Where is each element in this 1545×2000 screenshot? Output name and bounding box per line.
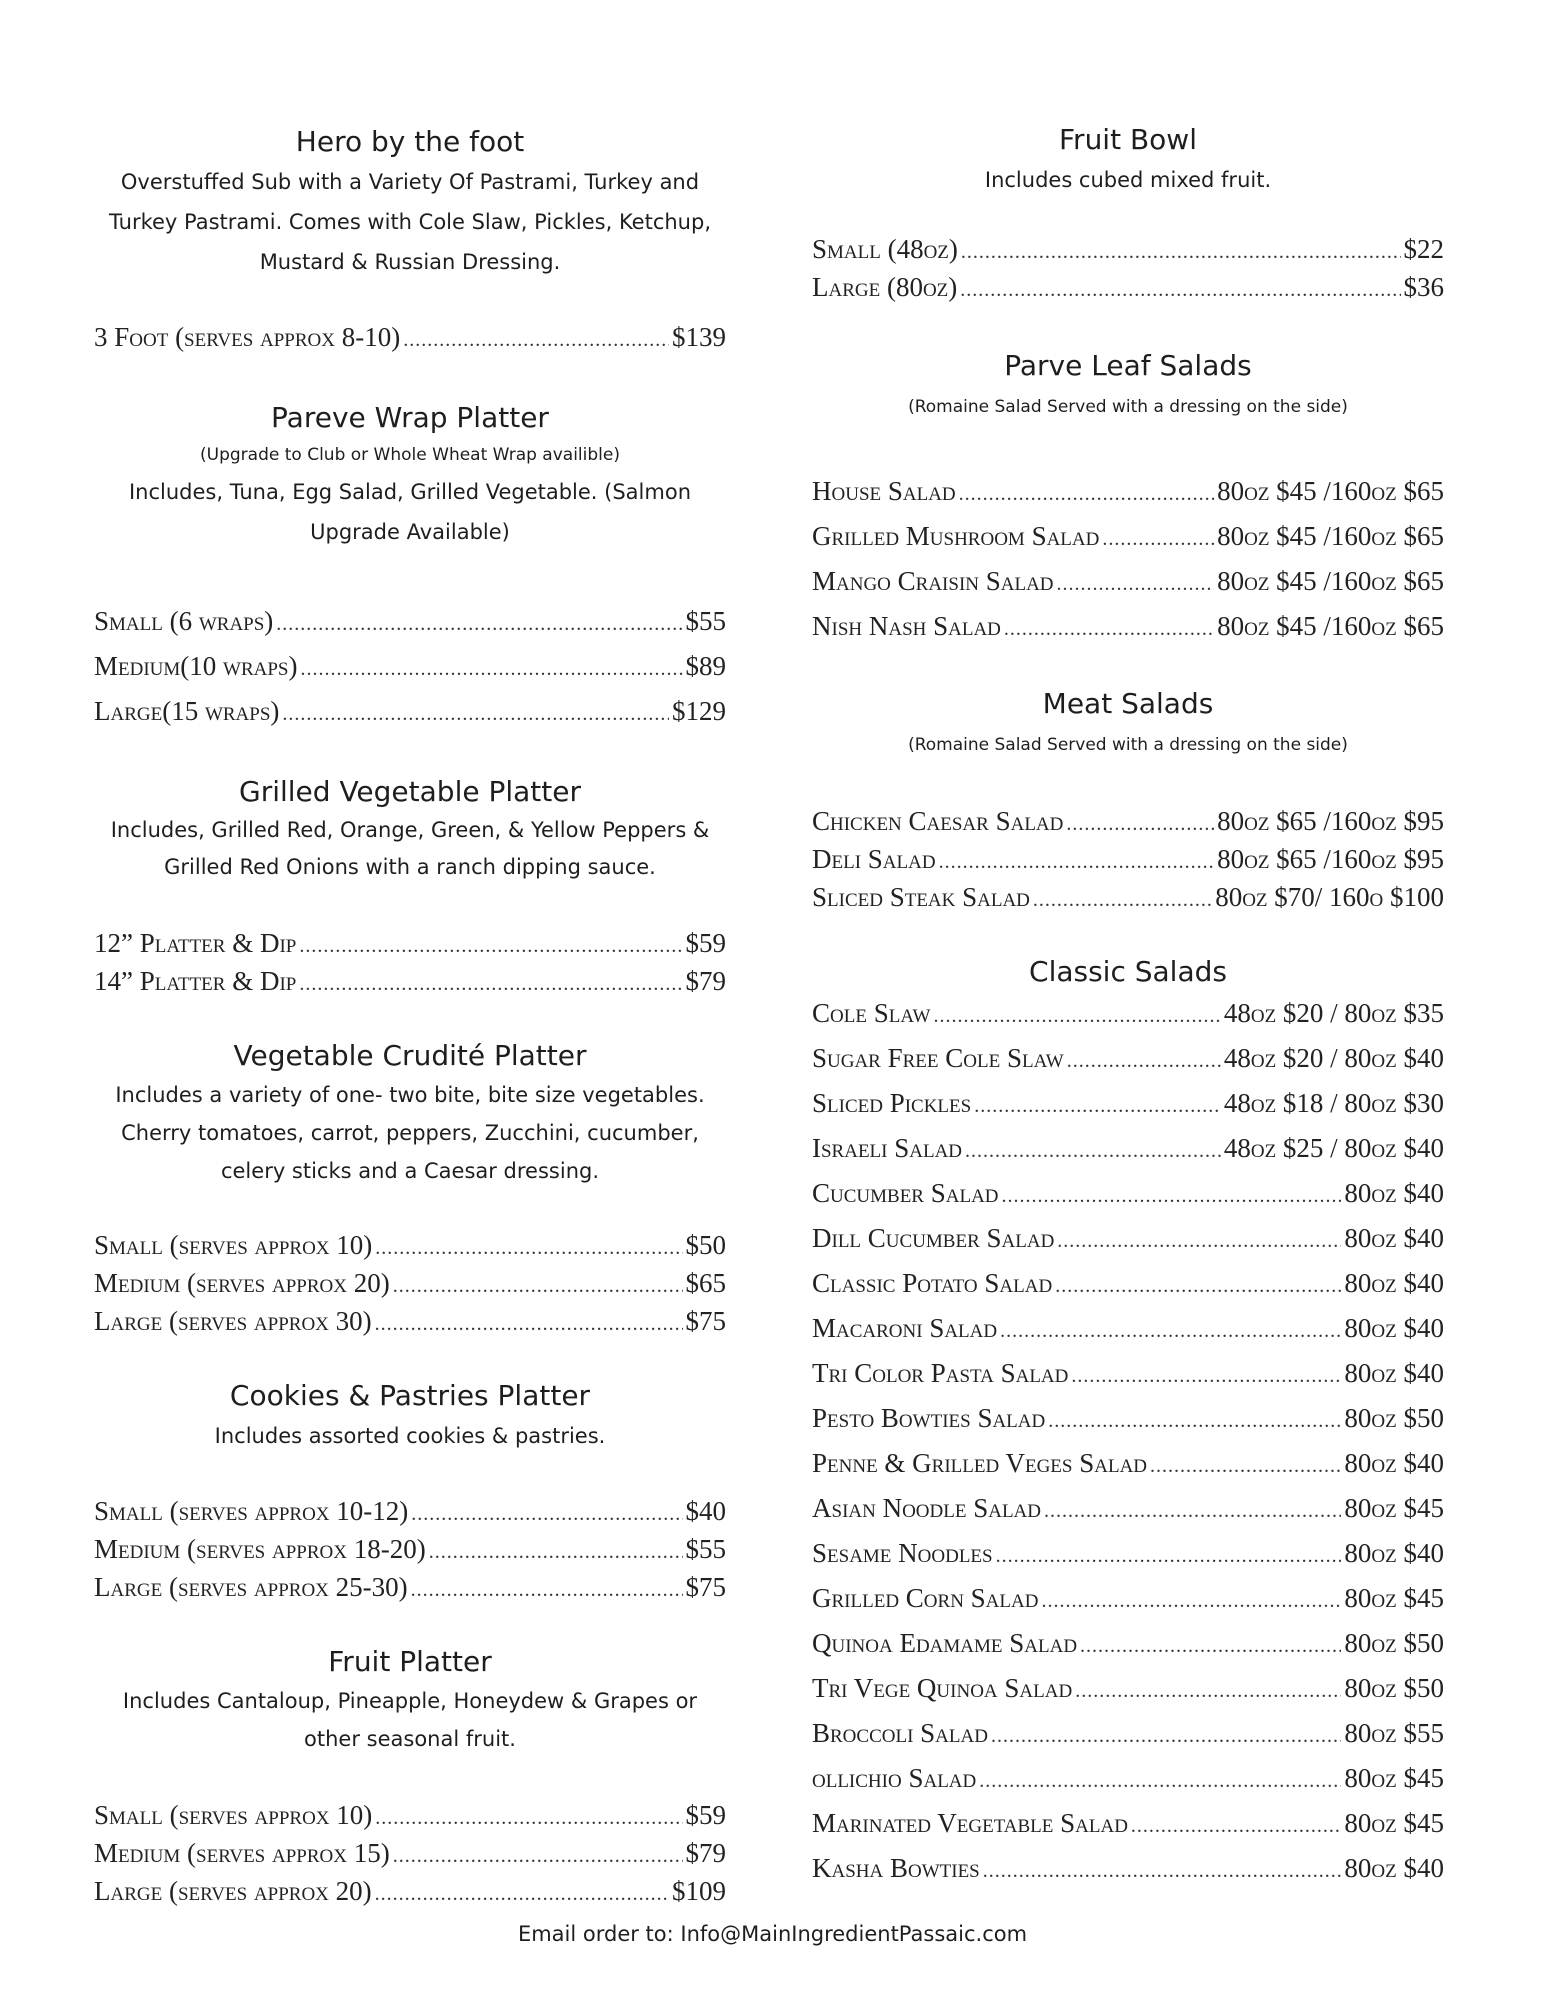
menu-item [94, 1496, 726, 1534]
dot-leader [276, 613, 682, 636]
dot-leader [429, 1541, 683, 1564]
section-title: Fruit Platter [328, 1645, 492, 1678]
item-name: Large (serves approx 30) [94, 1306, 372, 1336]
grilled-items [94, 928, 726, 1004]
menu-item [812, 1403, 1444, 1448]
item-name: Penne & Grilled Veges Salad [812, 1448, 1148, 1478]
menu-item [812, 806, 1444, 844]
wrap-section [94, 398, 726, 552]
item-name: Medium (serves approx 20) [94, 1268, 390, 1298]
dot-leader [375, 1883, 669, 1906]
dot-leader [375, 1807, 682, 1830]
item-price: $55 [685, 606, 726, 636]
menu-item [812, 1673, 1444, 1718]
dot-leader [1057, 1230, 1341, 1253]
cookies-items [94, 1496, 726, 1610]
dot-leader [1150, 1455, 1341, 1478]
item-price: $79 [685, 966, 726, 996]
section-title: Fruit Bowl [1058, 123, 1197, 156]
item-price: $75 [685, 1572, 726, 1602]
dot-leader [375, 1237, 682, 1260]
item-price: 80oz $50 [1344, 1403, 1444, 1433]
menu-item [94, 606, 726, 651]
menu-item [812, 998, 1444, 1043]
item-name: House Salad [812, 476, 956, 506]
menu-item [94, 1572, 726, 1610]
item-price: 80oz $40 [1344, 1538, 1444, 1568]
section-description: Includes cubed mixed fruit. [984, 168, 1272, 192]
item-name: Chicken Caesar Salad [812, 806, 1064, 836]
fruit-platter-items [94, 1800, 726, 1914]
dot-leader [1002, 1185, 1342, 1208]
menu-item [812, 1763, 1444, 1808]
item-price: 80oz $45 [1344, 1763, 1444, 1793]
dot-leader [1048, 1410, 1341, 1433]
item-price: 80oz $65 /160oz $95 [1217, 844, 1444, 874]
menu-item [812, 1493, 1444, 1538]
menu-item [812, 1223, 1444, 1268]
dot-leader [1055, 1275, 1341, 1298]
item-name: Large (serves approx 20) [94, 1876, 372, 1906]
item-name: Sugar Free Cole Slaw [812, 1043, 1064, 1073]
item-name: Grilled Corn Salad [812, 1583, 1039, 1613]
menu-item [812, 1268, 1444, 1313]
dot-leader [393, 1845, 683, 1868]
item-name: Medium(10 wraps) [94, 651, 298, 681]
dot-leader [403, 329, 669, 352]
item-price: 80oz $50 [1344, 1673, 1444, 1703]
item-price: $36 [1403, 272, 1444, 302]
section-note: (Romaine Salad Served with a dressing on the side) [908, 397, 1348, 417]
wrap-items [94, 606, 726, 741]
item-name: Macaroni Salad [812, 1313, 998, 1343]
menu-item [812, 1088, 1444, 1133]
dot-leader [375, 1313, 683, 1336]
menu-item [94, 651, 726, 696]
dot-leader [1102, 528, 1214, 551]
item-name: Quinoa Edamame Salad [812, 1628, 1078, 1658]
menu-item [812, 1628, 1444, 1673]
item-price: 80oz $50 [1344, 1628, 1444, 1658]
item-price: $89 [685, 651, 726, 681]
menu-item [812, 844, 1444, 882]
item-price: 80oz $45 /160oz $65 [1217, 476, 1444, 506]
item-price: 80oz $40 [1344, 1178, 1444, 1208]
item-name: Nish Nash Salad [812, 611, 1001, 641]
hero-items [94, 322, 726, 360]
item-price: 80oz $45 [1344, 1808, 1444, 1838]
section-title: Vegetable Crudité Platter [233, 1039, 587, 1072]
item-name: 3 Foot (serves approx 8-10) [94, 322, 401, 352]
item-price: 80oz $55 [1344, 1718, 1444, 1748]
dot-leader [933, 1005, 1220, 1028]
grilled-section [94, 772, 726, 886]
menu-item [94, 1268, 726, 1306]
item-name: Classic Potato Salad [812, 1268, 1053, 1298]
dot-leader [1075, 1680, 1341, 1703]
menu-item [94, 1534, 726, 1572]
dot-leader [1080, 1635, 1341, 1658]
menu-item [812, 1448, 1444, 1493]
menu-item [812, 1133, 1444, 1178]
menu-item [94, 1230, 726, 1268]
item-name: Large(15 wraps) [94, 696, 280, 726]
item-price: 80oz $40 [1344, 1313, 1444, 1343]
dot-leader [1033, 889, 1212, 912]
item-price: $59 [685, 1800, 726, 1830]
section-title: Grilled Vegetable Platter [239, 775, 581, 808]
item-price: $75 [685, 1306, 726, 1336]
item-price: $22 [1403, 234, 1444, 264]
menu-item [94, 928, 726, 966]
item-name: 14” Platter & Dip [94, 966, 297, 996]
menu-item [812, 234, 1444, 272]
classic-salads-section [812, 952, 1444, 992]
item-price: 80oz $45 /160oz $65 [1217, 611, 1444, 641]
item-price: 48oz $20 / 80oz $35 [1223, 998, 1444, 1028]
item-name: Small (48oz) [812, 234, 958, 264]
section-title: Meat Salads [1042, 687, 1214, 720]
menu-item [812, 1583, 1444, 1628]
item-name: ollichio Salad [812, 1763, 977, 1793]
dot-leader [960, 279, 1400, 302]
item-name: Mango Craisin Salad [812, 566, 1054, 596]
dot-leader [411, 1503, 682, 1526]
dot-leader [983, 1860, 1342, 1883]
menu-item [812, 1718, 1444, 1763]
section-description: Includes assorted cookies & pastries. [214, 1424, 606, 1448]
menu-item [94, 1800, 726, 1838]
dot-leader [1041, 1590, 1341, 1613]
item-name: Small (6 wraps) [94, 606, 274, 636]
item-name: Tri Vege Quinoa Salad [812, 1673, 1073, 1703]
item-price: 48oz $25 / 80oz $40 [1223, 1133, 1444, 1163]
menu-item [94, 322, 726, 360]
item-name: Tri Color Pasta Salad [812, 1358, 1069, 1388]
item-name: Kasha Bowties [812, 1853, 980, 1883]
item-price: 80oz $45 /160oz $65 [1217, 521, 1444, 551]
meat-salads-items [812, 806, 1444, 920]
item-price: $109 [672, 1876, 726, 1906]
menu-item [94, 1876, 726, 1914]
item-name: Marinated Vegetable Salad [812, 1808, 1128, 1838]
menu-item [812, 1538, 1444, 1583]
dot-leader [991, 1725, 1341, 1748]
item-price: 80oz $40 [1344, 1268, 1444, 1298]
item-name: Cucumber Salad [812, 1178, 999, 1208]
item-price: 80oz $45 [1344, 1583, 1444, 1613]
dot-leader [282, 703, 669, 726]
section-note: (Upgrade to Club or Whole Wheat Wrap availible) [200, 445, 620, 465]
hero-section [94, 122, 726, 282]
item-price: 48oz $18 / 80oz $30 [1223, 1088, 1444, 1118]
dot-leader [1004, 618, 1214, 641]
menu-item [812, 1313, 1444, 1358]
menu-item [812, 272, 1444, 310]
item-price: $65 [685, 1268, 726, 1298]
menu-item [812, 1358, 1444, 1403]
item-price: $79 [685, 1838, 726, 1868]
dot-leader [959, 483, 1214, 506]
dot-leader [299, 973, 682, 996]
crudite-section [94, 1036, 726, 1190]
menu-item [812, 882, 1444, 920]
item-name: Large (serves approx 25-30) [94, 1572, 408, 1602]
dot-leader [393, 1275, 683, 1298]
menu-item [812, 1853, 1444, 1898]
crudite-items [94, 1230, 726, 1344]
item-price: $129 [672, 696, 726, 726]
email-order-footer: Email order to: Info@MainIngredientPassaic.com [517, 1922, 1028, 1946]
item-name: Large (80oz) [812, 272, 958, 302]
dot-leader [1057, 573, 1215, 596]
section-description: Includes a variety of one- two bite, bite size vegetables. Cherry tomatoes, carrot, peppers, Zucchini, cucumber, celery sticks and a Caesar dressing. [115, 1083, 705, 1183]
item-name: Sliced Steak Salad [812, 882, 1030, 912]
item-price: $55 [685, 1534, 726, 1564]
item-price: 48oz $20 / 80oz $40 [1223, 1043, 1444, 1073]
fruit-bowl-items [812, 234, 1444, 310]
item-name: Asian Noodle Salad [812, 1493, 1041, 1523]
item-name: Small (serves approx 10) [94, 1800, 373, 1830]
section-title: Parve Leaf Salads [1004, 349, 1252, 382]
section-note: (Romaine Salad Served with a dressing on the side) [908, 735, 1348, 755]
item-price: $40 [685, 1496, 726, 1526]
item-price: 80oz $40 [1344, 1223, 1444, 1253]
menu-item [94, 1838, 726, 1876]
item-name: Small (serves approx 10-12) [94, 1496, 409, 1526]
dot-leader [1067, 1050, 1221, 1073]
item-name: Cole Slaw [812, 998, 931, 1028]
section-title: Classic Salads [1029, 955, 1227, 988]
menu-item [812, 611, 1444, 656]
item-price: 80oz $40 [1344, 1448, 1444, 1478]
item-name: Israeli Salad [812, 1133, 963, 1163]
item-price: $139 [672, 322, 726, 352]
item-name: Medium (serves approx 18-20) [94, 1534, 426, 1564]
section-description: Includes Cantaloup, Pineapple, Honeydew & Grapes or other seasonal fruit. [122, 1689, 698, 1751]
dot-leader [996, 1545, 1342, 1568]
dot-leader [939, 851, 1215, 874]
item-price: 80oz $70/ 160o $100 [1215, 882, 1444, 912]
item-name: 12” Platter & Dip [94, 928, 297, 958]
fruit-bowl-section [812, 120, 1444, 200]
section-description: Includes, Grilled Red, Orange, Green, & Yellow Peppers & Grilled Red Onions with a ranch dipping sauce. [110, 818, 710, 879]
dot-leader [965, 1140, 1221, 1163]
item-price: 80oz $65 /160oz $95 [1217, 806, 1444, 836]
dot-leader [300, 658, 682, 681]
item-price: $50 [685, 1230, 726, 1260]
dot-leader [411, 1579, 683, 1602]
item-price: 80oz $45 [1344, 1493, 1444, 1523]
item-name: Small (serves approx 10) [94, 1230, 373, 1260]
dot-leader [974, 1095, 1221, 1118]
menu-item [812, 521, 1444, 566]
item-name: Dill Cucumber Salad [812, 1223, 1055, 1253]
meat-salads-section [812, 684, 1444, 766]
menu-item [94, 696, 726, 741]
parve-salads-items [812, 476, 1444, 656]
item-price: 80oz $45 /160oz $65 [1217, 566, 1444, 596]
section-description: Overstuffed Sub with a Variety Of Pastrami, Turkey and Turkey Pastrami. Comes with Cole Slaw, Pickles, Ketchup, Mustard & Russian Dressing. [109, 170, 711, 274]
menu-item [94, 1306, 726, 1344]
dot-leader [1071, 1365, 1341, 1388]
menu-item [812, 476, 1444, 521]
item-name: Broccoli Salad [812, 1718, 988, 1748]
section-description: Includes, Tuna, Egg Salad, Grilled Vegetable. (Salmon Upgrade Available) [128, 480, 692, 544]
section-title: Cookies & Pastries Platter [229, 1379, 591, 1412]
dot-leader [979, 1770, 1341, 1793]
dot-leader [1000, 1320, 1341, 1343]
item-name: Sesame Noodles [812, 1538, 993, 1568]
parve-salads-section [812, 346, 1444, 428]
dot-leader [1066, 813, 1214, 836]
dot-leader [961, 241, 1401, 264]
item-price: 80oz $40 [1344, 1358, 1444, 1388]
menu-item [94, 966, 726, 1004]
dot-leader [1131, 1815, 1342, 1838]
menu-item [812, 1043, 1444, 1088]
dot-leader [1044, 1500, 1341, 1523]
item-name: Deli Salad [812, 844, 936, 874]
menu-item [812, 1178, 1444, 1223]
item-name: Pesto Bowties Salad [812, 1403, 1046, 1433]
item-price: 80oz $40 [1344, 1853, 1444, 1883]
section-title: Hero by the foot [295, 125, 525, 158]
dot-leader [299, 935, 682, 958]
item-name: Grilled Mushroom Salad [812, 521, 1100, 551]
item-price: $59 [685, 928, 726, 958]
section-title: Pareve Wrap Platter [271, 401, 549, 434]
item-name: Medium (serves approx 15) [94, 1838, 390, 1868]
cookies-section [94, 1376, 726, 1456]
menu-item [812, 566, 1444, 611]
fruit-platter-section [94, 1642, 726, 1758]
menu-item [812, 1808, 1444, 1853]
item-name: Sliced Pickles [812, 1088, 972, 1118]
classic-salads-items [812, 998, 1444, 1898]
